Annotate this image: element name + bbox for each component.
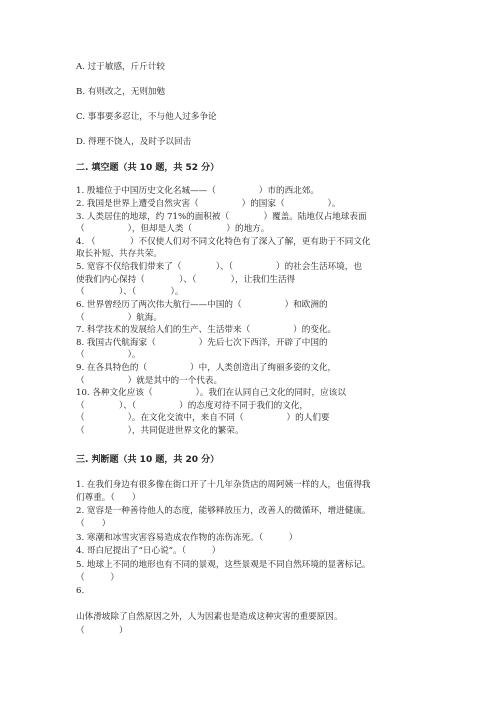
fill-line: 取长补短、共存共荣。 — [76, 249, 162, 259]
judge-line: 6. — [76, 586, 85, 596]
judge-section-title: 三. 判断题（共 10 题，共 20 分） — [76, 455, 220, 465]
judge-line: 5. 地球上不同的地形也有不同的景观，这些景观是不同自然环境的显著标记。 — [76, 560, 371, 570]
fill-line: 1. 殷墟位于中国历史文化名城——（ ）市的西北郊。 — [76, 186, 319, 196]
fill-line: （ ）、（ ）。 — [76, 287, 184, 297]
judge-line: 们尊重。（ ） — [76, 493, 141, 503]
fill-line: 6. 世界曾经历了两次伟大航行——中国的（ ）和欧洲的 — [76, 300, 328, 310]
fill-section-title: 二. 填空题（共 10 题，共 52 分） — [76, 163, 220, 173]
fill-line: 5. 宽容不仅给我们带来了（ ）、（ ）的社会生活环境，也 — [76, 262, 362, 272]
fill-line: 9. 在各具特色的（ ）中，人类创造出了绚丽多姿的文化， — [76, 363, 337, 373]
fill-line: 10. 各种文化应该（ ）。我们在认同自己文化的同时，应该以 — [76, 388, 346, 398]
fill-line: （ ），但却是人类（ ）的地方。 — [76, 224, 270, 234]
fill-line: （ ）。 — [76, 350, 141, 360]
judge-line: 3. 寒潮和冰雪灾害容易造成农作物的冻伤冻死。（ ） — [76, 533, 298, 543]
fill-line: 4. （ ）不仅使人们对不同文化特色有了深入了解，更有助于不同文化 — [76, 237, 371, 247]
fill-line: （ ）、（ ）的态度对待不同于我们的文化， — [76, 401, 309, 411]
option-a: A. 过于敏感，斤斤计较 — [76, 62, 166, 72]
judge-line: （ ） — [76, 626, 128, 636]
judge-line: （ ） — [76, 519, 111, 529]
option-b: B. 有则改之，无则加勉 — [76, 87, 166, 97]
option-c: C. 事事要多忍让，不与他人过多争论 — [76, 112, 217, 122]
fill-line: （ ），共同促进世界文化的繁荣。 — [76, 426, 244, 436]
fill-line: 使我们内心保持（ ）、（ ），让我们生活得 — [76, 275, 296, 285]
judge-line: 山体滑坡除了自然原因之外，人为因素也是造成这种灾害的重要原因。 — [76, 612, 343, 622]
fill-line: 8. 我国古代航海家（ ）先后七次下西洋，开辟了中国的 — [76, 338, 328, 348]
option-d: D. 得理不饶人，及时予以回击 — [76, 137, 192, 147]
judge-line: 1. 在我们身边有很多像在街口开了十几年杂货店的周阿姨一样的人，也值得我 — [76, 480, 371, 490]
fill-line: （ ）航海。 — [76, 313, 162, 323]
fill-line: 3. 人类居住的地球，约 71%的面积被（ ）覆盖。陆地仅占地球表面 — [76, 212, 367, 222]
fill-line: 7. 科学技术的发展给人们的生产、生活带来（ ）的变化。 — [76, 325, 337, 335]
fill-line: （ ）就是其中的一个代表。 — [76, 376, 223, 386]
fill-line: （ ）。在文化交流中，来自不同（ ）的人们要 — [76, 413, 330, 423]
judge-line: （ ） — [76, 573, 119, 583]
judge-line: 2. 宽容是一种善待他人的态度，能够释放压力，改善人的微循环，增进健康。 — [76, 506, 371, 516]
judge-line: 4. 哥白尼提出了“日心说”。（ ） — [76, 546, 221, 556]
fill-line: 2. 我国是世界上遭受自然灾害（ ）的国家（ ）。 — [76, 199, 341, 209]
